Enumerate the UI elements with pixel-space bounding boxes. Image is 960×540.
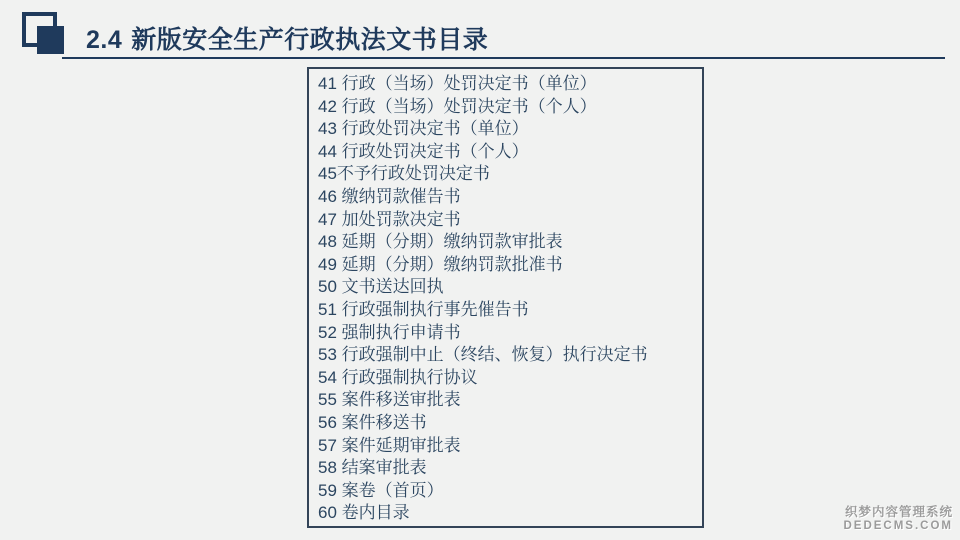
overlapping-squares-icon: [22, 12, 66, 58]
list-item: 48 延期（分期）缴纳罚款审批表: [318, 232, 563, 252]
list-item: 60 卷内目录: [318, 503, 410, 523]
watermark-chinese-text: 织梦内容管理系统: [844, 505, 953, 520]
list-item: 58 结案审批表: [318, 458, 427, 478]
list-item: 43 行政处罚决定书（单位）: [318, 119, 529, 139]
list-item: 59 案卷（首页）: [318, 480, 444, 500]
page-title: [86, 20, 488, 56]
list-item: 44 行政处罚决定书（个人）: [318, 141, 529, 161]
list-item: 42 行政（当场）处罚决定书（个人）: [318, 96, 597, 116]
list-item: 51 行政强制执行事先催告书: [318, 299, 529, 319]
list-item: 55 案件移送审批表: [318, 390, 461, 410]
watermark-domain-text: DEDECMS.COM: [843, 519, 953, 532]
page-title-text: 新版安全生产行政执法文书目录: [131, 26, 489, 54]
list-item: 57 案件延期审批表: [318, 435, 461, 455]
watermark: [843, 505, 953, 533]
list-item: 54 行政强制执行协议: [318, 367, 478, 387]
list-item: 56 案件移送书: [318, 412, 427, 432]
list-item: 45不予行政处罚决定书: [318, 164, 490, 184]
list-item: 46 缴纳罚款催告书: [318, 186, 461, 206]
list-item: 53 行政强制中止（终结、恢复）执行决定书: [318, 345, 648, 365]
document-list-box: [307, 67, 704, 528]
list-item: 50 文书送达回执: [318, 277, 444, 297]
list-item: 49 延期（分期）缴纳罚款批准书: [318, 254, 563, 274]
square-filled-shape: [37, 26, 64, 54]
section-number: 2.4: [86, 26, 123, 54]
list-item: 41 行政（当场）处罚决定书（单位）: [318, 74, 597, 93]
list-item: 52 强制执行申请书: [318, 322, 461, 342]
list-item: 47 加处罚款决定书: [318, 209, 461, 229]
title-underline: [62, 57, 945, 59]
